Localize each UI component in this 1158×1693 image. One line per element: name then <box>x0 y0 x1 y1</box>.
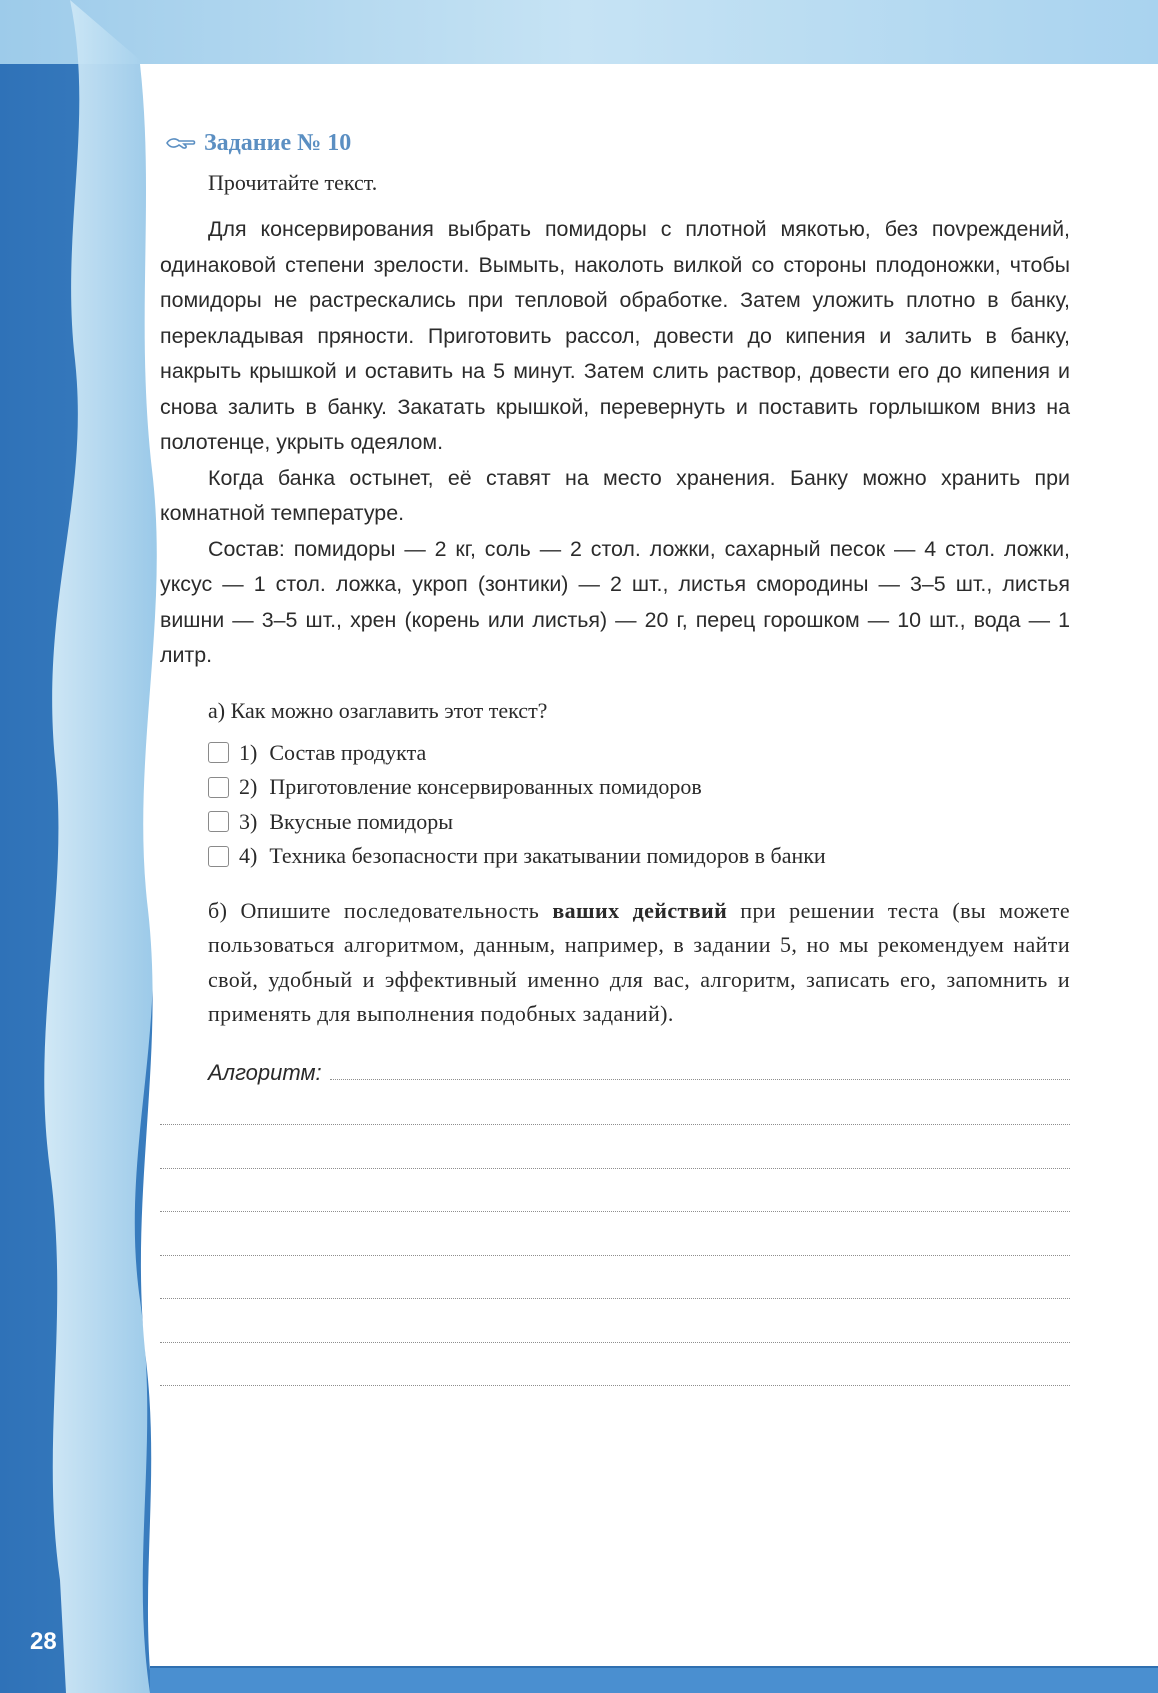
option-checkbox[interactable] <box>208 777 229 798</box>
answer-line-row[interactable] <box>160 1347 1070 1391</box>
page-number: 28 <box>30 1628 57 1655</box>
answer-line[interactable] <box>160 1385 1070 1386</box>
answer-option <box>208 839 1070 874</box>
answer-area[interactable] <box>160 1050 1070 1391</box>
option-checkbox[interactable] <box>208 846 229 867</box>
algorithm-row[interactable] <box>208 1050 1070 1086</box>
algorithm-label: Алгоритм: <box>208 1059 322 1085</box>
option-number: 3) <box>239 808 258 834</box>
answer-lines <box>160 1086 1070 1391</box>
option-text: Приготовление консервированных помидоров <box>269 774 702 800</box>
answer-option <box>208 805 1070 840</box>
reading-paragraph: Для консервирования выбрать помидоры с плотной мякотью, без поvреждений, одинаковой степени зрелости. Вымыть, наколоть вилкой со стороны плодоножки, чтобы помидоры не растрескались при тепловой обработке. Затем уложить плотно в банку, перекладывая пряности. Приготовить рассол, довести до кипения и залить в банку, накрыть крышкой и оставить на 5 минут. Затем слить раствор, довести его до кипения и снова залить в банку. Закатать крышкой, перевернуть и поставить горлышком вниз на полотенце, укрыть одеялом. <box>160 217 1070 454</box>
task-content <box>160 128 1070 1390</box>
option-number: 4) <box>239 843 258 869</box>
answer-line-row[interactable] <box>160 1260 1070 1304</box>
answer-line[interactable] <box>160 1168 1070 1169</box>
option-number: 1) <box>239 739 258 765</box>
reading-paragraph: Состав: помидоры — 2 кг, соль — 2 стол. ложки, сахарный песок — 4 стол. ложки, уксус — 1 стол. ложка, укроп (зонтики) — 2 шт., листья смородины — 3–5 шт., листья вишни — 3–5 шт., хрен (корень или листья) — 20 г, перец горошком — 10 шт., вода — 1 литр. <box>160 536 1070 667</box>
question-b-emphasis: ваших действий <box>552 897 728 923</box>
answer-options <box>208 736 1070 874</box>
option-text: Состав продукта <box>269 739 427 765</box>
answer-line[interactable] <box>330 1078 1070 1080</box>
task-header <box>166 128 1070 158</box>
option-text: Техника безопасности при закатывании помидоров в банки <box>269 843 826 869</box>
question-a: а) Как можно озаглавить этот текст? <box>208 697 548 723</box>
answer-line-row[interactable] <box>160 1303 1070 1347</box>
answer-line[interactable] <box>160 1124 1070 1125</box>
reading-paragraph: Когда банка остынет, её ставят на место хранения. Банку можно хранить при комнатной температуре. <box>160 465 1070 525</box>
option-text: Вкусные помидоры <box>269 808 453 834</box>
option-checkbox[interactable] <box>208 811 229 832</box>
option-number: 2) <box>239 774 258 800</box>
question-b-text: при решении теста (вы можете пользоваться алгоритмом, данным, например, в задании 5, но мы рекомендуем найти свой, удобный и эффективный именно для вас, алгоритм, записать его, запомнить и применять для выполнения подобных заданий). <box>208 897 1070 1026</box>
answer-line-row[interactable] <box>160 1216 1070 1260</box>
answer-line[interactable] <box>160 1342 1070 1343</box>
answer-option <box>208 770 1070 805</box>
task-title: Задание № 10 <box>204 129 352 156</box>
option-checkbox[interactable] <box>208 742 229 763</box>
answer-line[interactable] <box>160 1255 1070 1256</box>
hand-pointer-icon <box>166 135 196 151</box>
question-b <box>208 894 1070 1032</box>
answer-line-row[interactable] <box>160 1129 1070 1173</box>
answer-line-row[interactable] <box>160 1173 1070 1217</box>
answer-line[interactable] <box>160 1298 1070 1299</box>
answer-line-row[interactable] <box>160 1086 1070 1130</box>
question-b-text: б) Опишите последовательность <box>208 897 553 923</box>
answer-option <box>208 736 1070 771</box>
task-instruction: Прочитайте текст. <box>208 170 378 195</box>
reading-text <box>160 212 1070 674</box>
answer-line[interactable] <box>160 1211 1070 1212</box>
